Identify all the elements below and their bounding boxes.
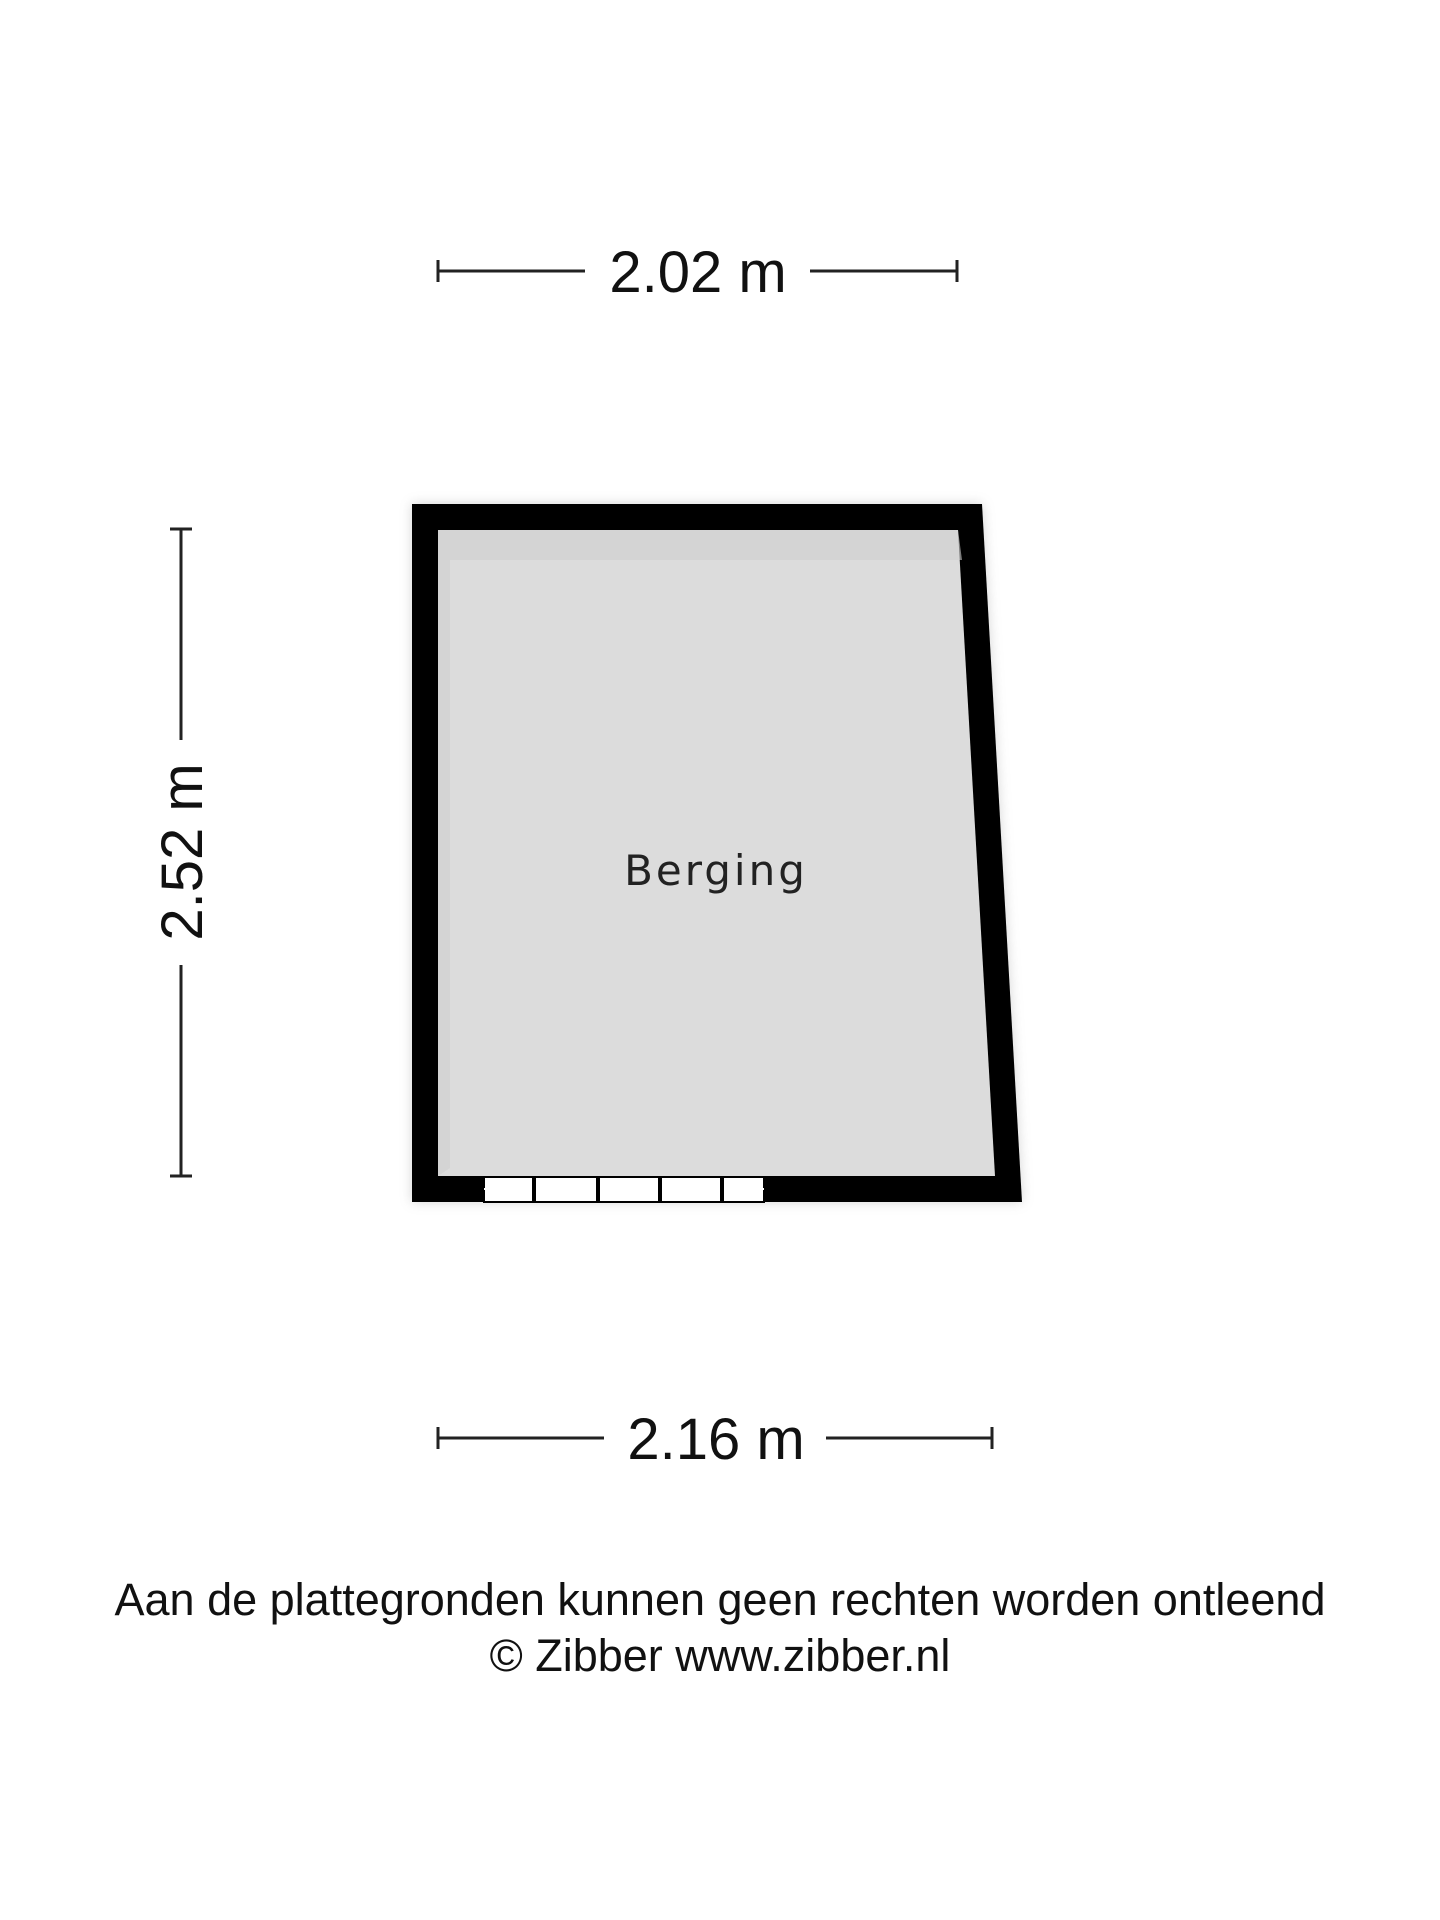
dimension-bottom-label: 2.16 m: [627, 1407, 805, 1472]
disclaimer-text: Aan de plattegronden kunnen geen rechten worden ontleend: [114, 1574, 1326, 1625]
copyright-text: © Zibber www.zibber.nl: [489, 1630, 951, 1681]
dimension-top: [438, 240, 957, 305]
dimension-left-label: 2.52 m: [150, 763, 215, 941]
dimension-bottom: [438, 1407, 992, 1472]
room-label: Berging: [624, 846, 808, 895]
dimension-left: [150, 529, 215, 1176]
dimension-top-label: 2.02 m: [609, 240, 787, 305]
door-opening: [484, 1177, 764, 1202]
